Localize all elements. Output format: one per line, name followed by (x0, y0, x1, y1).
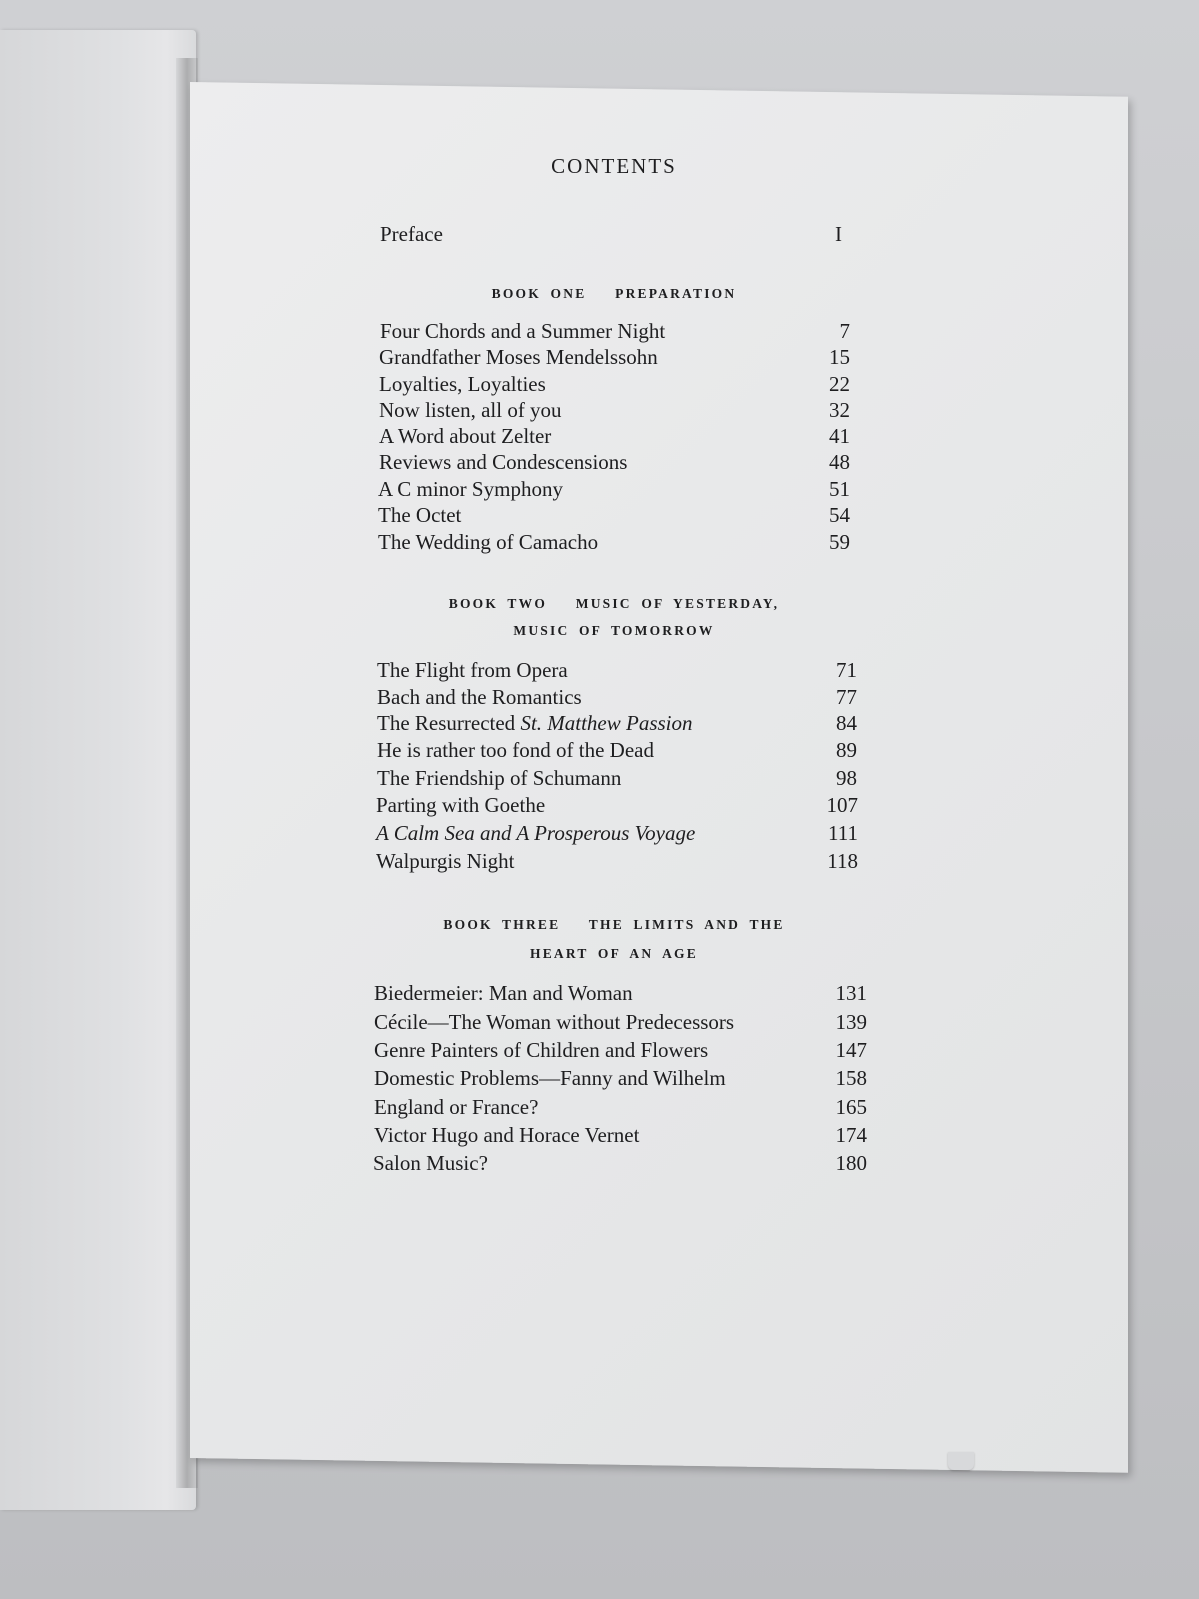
book-one-heading: BOOK ONE PREPARATION (491, 286, 737, 301)
book-three-heading-line2: HEART OF AN AGE (530, 946, 698, 961)
toc-entry-title: Victor Hugo and Horace Vernet (374, 1123, 640, 1147)
toc-entry (376, 848, 858, 875)
toc-entry-title-italic: St. Matthew Passion (520, 711, 693, 735)
toc-entry-page: 51 (829, 477, 850, 501)
toc-entry (377, 657, 857, 684)
toc-entry (379, 371, 850, 398)
toc-entry (374, 1009, 867, 1036)
toc-entry (373, 1150, 867, 1177)
toc-entry-page: 98 (836, 766, 857, 790)
toc-entry-page: 71 (836, 658, 857, 682)
toc-entry-title: The Flight from Opera (377, 658, 568, 682)
toc-entry (379, 344, 850, 371)
toc-entry-title: The Friendship of Schumann (377, 766, 622, 790)
toc-entry-title: A Word about Zelter (379, 424, 552, 448)
toc-entry-page: 84 (836, 711, 857, 735)
toc-entry-page: 174 (835, 1123, 867, 1147)
toc-entry-page: 165 (835, 1095, 867, 1119)
toc-entry-title: Cécile—The Woman without Predecessors (374, 1010, 735, 1034)
toc-entry (380, 318, 850, 345)
book-two-heading-line2: MUSIC OF TOMORROW (513, 623, 715, 638)
toc-entry (378, 502, 850, 529)
toc-entry-preface (380, 221, 842, 248)
toc-entry-page: 107 (826, 793, 858, 817)
contents-page (190, 82, 1128, 1458)
toc-entry-title (377, 710, 693, 737)
toc-entry-page: 139 (835, 1010, 867, 1034)
toc-entry (377, 737, 857, 764)
toc-entry-title: Genre Painters of Children and Flowers (374, 1038, 709, 1062)
toc-entry (376, 792, 858, 819)
toc-entry-page: I (835, 222, 842, 246)
toc-entry-title: Loyalties, Loyalties (379, 372, 546, 396)
toc-entry (374, 1122, 867, 1149)
toc-entry-title: Grandfather Moses Mendelssohn (379, 345, 658, 369)
toc-entry-page: 41 (829, 424, 850, 448)
toc-entry (378, 476, 850, 503)
toc-entry-title-prefix: The Resurrected (377, 711, 521, 735)
contents-heading: CONTENTS (551, 154, 677, 178)
toc-entry-page: 59 (829, 530, 850, 554)
toc-entry (377, 710, 857, 737)
toc-entry (379, 449, 850, 476)
toc-entry (374, 1094, 867, 1121)
toc-entry-page: 32 (829, 398, 850, 422)
toc-entry-title: Preface (380, 222, 443, 246)
toc-entry-page: 147 (835, 1038, 867, 1062)
toc-entry-title: He is rather too fond of the Dead (377, 738, 654, 762)
toc-entry-page: 89 (836, 738, 857, 762)
toc-entry (377, 765, 857, 792)
toc-entry-page: 54 (829, 503, 850, 527)
toc-entry (376, 820, 858, 847)
toc-entry-title: The Octet (378, 503, 462, 527)
toc-entry-page: 158 (835, 1066, 867, 1090)
toc-entry-title: Walpurgis Night (376, 849, 515, 873)
toc-entry-page: 180 (835, 1151, 867, 1175)
toc-entry (374, 980, 867, 1007)
left-page (0, 30, 196, 1510)
toc-entry (374, 1065, 867, 1092)
toc-entry-page: 15 (829, 345, 850, 369)
toc-entry-title: Biedermeier: Man and Woman (374, 981, 633, 1005)
toc-entry-page: 131 (835, 981, 867, 1005)
toc-entry-page: 48 (829, 450, 850, 474)
toc-entry-page: 77 (836, 685, 857, 709)
toc-entry (378, 529, 850, 556)
toc-entry-title: The Wedding of Camacho (378, 530, 599, 554)
toc-entry-title: Domestic Problems—Fanny and Wilhelm (374, 1066, 726, 1090)
book-three-heading: BOOK THREE THE LIMITS AND THE (443, 917, 785, 932)
toc-entry-page: 111 (828, 821, 858, 845)
toc-entry (379, 423, 850, 450)
toc-entry (379, 397, 850, 424)
toc-entry-title: A Calm Sea and A Prosperous Voyage (376, 821, 696, 845)
book-two-heading: BOOK TWO MUSIC OF YESTERDAY, (448, 596, 780, 611)
toc-entry-title: A C minor Symphony (378, 477, 563, 501)
toc-entry-page: 118 (827, 849, 858, 873)
toc-entry (377, 684, 857, 711)
toc-entry-title: Salon Music? (373, 1151, 488, 1175)
toc-entry-page: 22 (829, 372, 850, 396)
toc-entry-title: Four Chords and a Summer Night (380, 319, 666, 343)
toc-entry-title: Now listen, all of you (379, 398, 562, 422)
toc-entry-page: 7 (839, 319, 850, 343)
toc-entry-title: Parting with Goethe (376, 793, 546, 817)
toc-entry-title: England or France? (374, 1095, 539, 1119)
toc-entry (374, 1037, 867, 1064)
toc-entry-title: Reviews and Condescensions (379, 450, 628, 474)
toc-entry-title: Bach and the Romantics (377, 685, 582, 709)
